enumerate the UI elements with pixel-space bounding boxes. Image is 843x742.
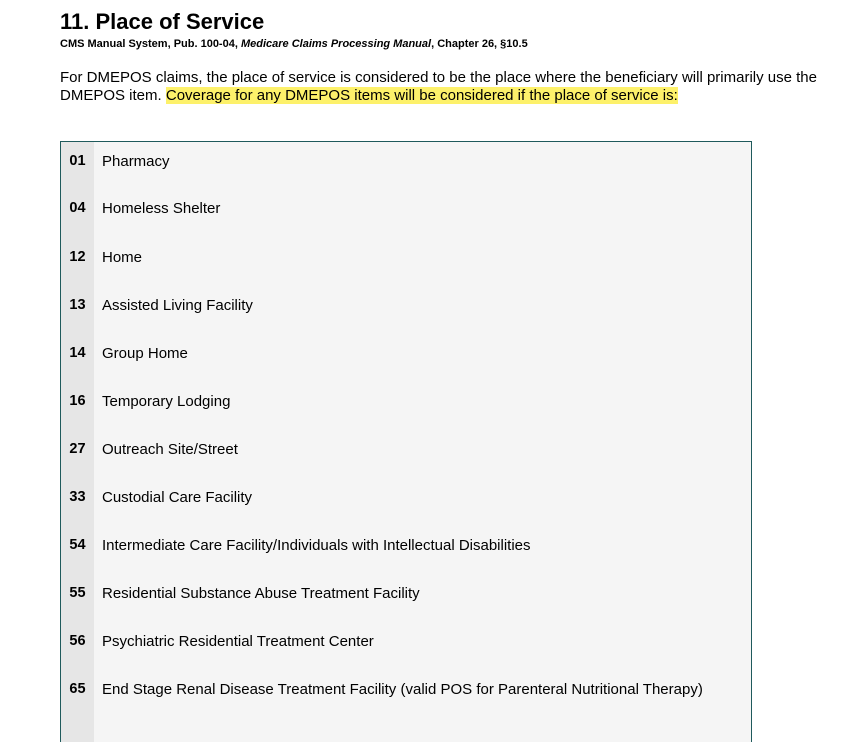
pos-name: Outreach Site/Street [102,440,238,458]
table-row [61,245,751,269]
citation-source: CMS Manual System, Pub. 100-04, [60,38,241,50]
intro-paragraph [60,69,820,105]
pos-code: 55 [69,585,86,601]
table-row [61,149,751,173]
table-row [61,485,751,509]
pos-name: Assisted Living Facility [102,296,253,314]
citation-chapter: , Chapter 26, §10.5 [431,38,528,50]
pos-name: Home [102,248,143,266]
citation-manual-title: Medicare Claims Processing Manual [240,38,432,50]
table-row [61,677,751,701]
pos-name: Residential Substance Abuse Treatment Facility [102,584,420,602]
pos-code: 13 [69,297,86,313]
pos-name: Custodial Care Facility [102,488,253,506]
table-row [61,293,751,317]
citation [60,37,528,51]
table-row [61,389,751,413]
pos-code: 16 [69,393,86,409]
pos-code: 54 [69,537,86,553]
pos-name: Intermediate Care Facility/Individuals with Intellectual Disabilities [102,536,531,554]
place-of-service-table [60,141,752,742]
pos-code: 12 [69,249,86,265]
table-row [61,581,751,605]
table-row [61,196,751,220]
table-row [61,533,751,557]
pos-code: 04 [69,200,86,216]
highlighted-text: Coverage for any DMEPOS items will be considered if the place of service is: [165,87,678,104]
intro-text: For DMEPOS claims, the place of service is considered to be the place where the beneficiary will primarily use the DMEPOS item. [60,69,817,104]
table-row [61,341,751,365]
pos-code: 14 [69,345,86,361]
pos-name: Temporary Lodging [102,392,231,410]
pos-name: Group Home [102,344,188,362]
pos-code: 27 [69,441,86,457]
table-row [61,437,751,461]
pos-code: 33 [69,489,86,505]
pos-code: 56 [69,633,86,649]
pos-name: Pharmacy [102,152,170,170]
section-title: 11. Place of Service [60,9,265,34]
pos-name: Homeless Shelter [102,199,221,217]
pos-name: End Stage Renal Disease Treatment Facility (valid POS for Parenteral Nutritional Therapy) [102,680,703,698]
pos-name: Psychiatric Residential Treatment Center [102,632,374,650]
pos-code: 65 [69,681,86,697]
pos-code: 01 [69,153,86,169]
table-row [61,629,751,653]
